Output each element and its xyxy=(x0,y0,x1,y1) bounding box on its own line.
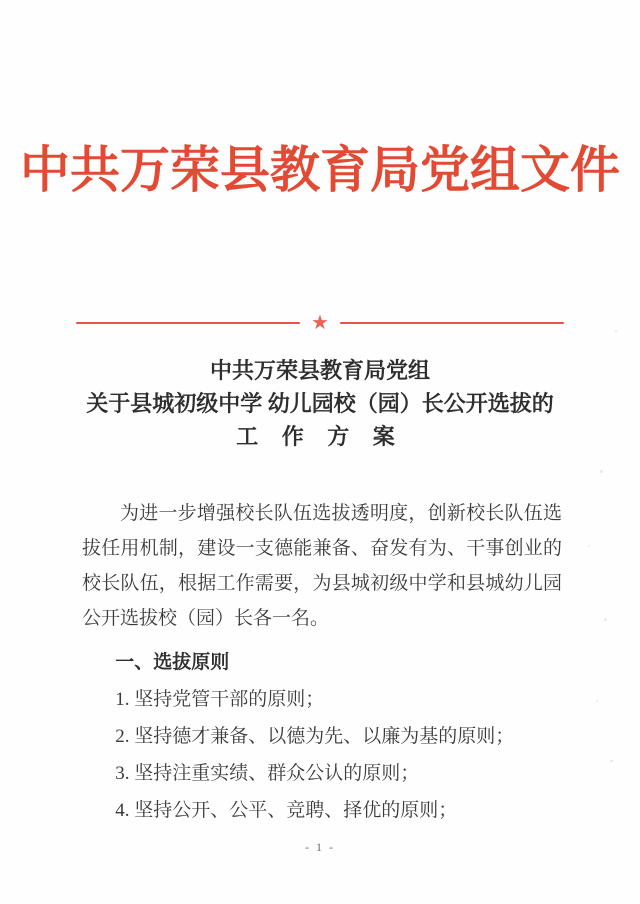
scan-noise-speck xyxy=(588,545,590,547)
intro-paragraph: 为进一步增强校长队伍选拔透明度，创新校长队伍选拔任用机制，建设一支德能兼备、奋发有为、干事创业的校长队伍，根据工作需要，为县城初级中学和县城幼儿园公开选拔校（园）长各一名。 xyxy=(82,503,562,629)
document-title-line1: 中共万荣县教育局党组 xyxy=(209,358,430,383)
section-heading-selection-principles: 一、选拔原则 xyxy=(115,652,230,673)
scan-noise-speck xyxy=(600,470,603,473)
principle-item-1: 1. 坚持党管干部的原则； xyxy=(115,689,325,710)
page-number: - 1 - xyxy=(305,840,335,854)
principle-item-4: 4. 坚持公开、公平、竞聘、择优的原则； xyxy=(115,800,458,821)
document-title-line3: 工 作 方 案 xyxy=(236,424,404,449)
scan-noise-speck xyxy=(596,700,598,702)
letterhead-divider xyxy=(76,313,564,333)
principle-item-3: 3. 坚持注重实绩、群众公认的原则； xyxy=(115,763,420,784)
divider-line-left xyxy=(76,322,300,324)
divider-line-right xyxy=(340,322,564,324)
principle-item-2: 2. 坚持德才兼备、以德为先、以廉为基的原则； xyxy=(115,726,515,747)
document-title-line2: 关于县城初级中学 幼儿园校（园）长公开选拔的 xyxy=(86,391,554,416)
scan-noise-speck xyxy=(610,760,613,762)
scan-noise-speck xyxy=(604,618,607,621)
scan-noise-speck xyxy=(615,330,617,332)
document-title xyxy=(0,354,640,453)
star-icon: ★ xyxy=(311,312,329,334)
letterhead-title: 中共万荣县教育局党组文件 xyxy=(20,142,620,198)
document-body xyxy=(82,496,562,829)
